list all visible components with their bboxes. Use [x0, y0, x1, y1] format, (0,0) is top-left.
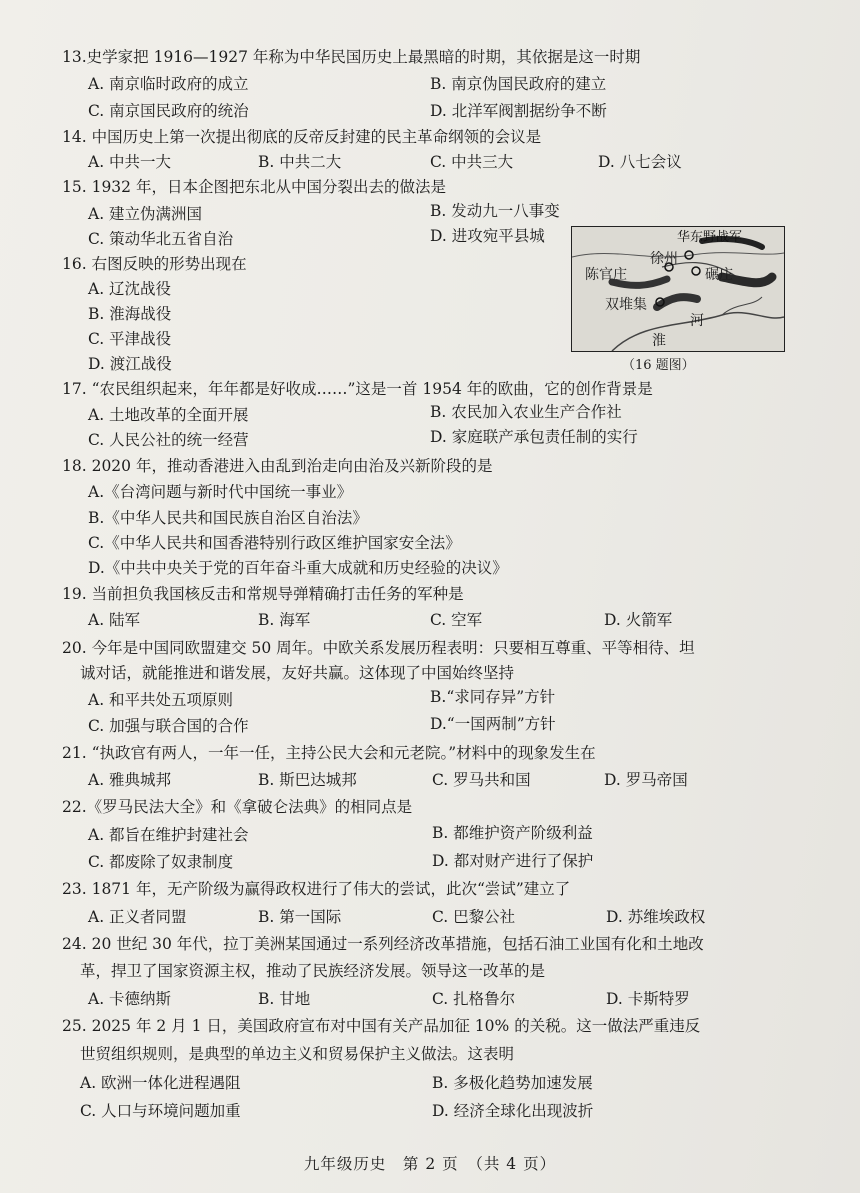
map-drawing [572, 227, 784, 351]
q19-option-c: C. 空军 [430, 611, 483, 629]
page-footer: 九年级历史 第 2 页 （共 4 页） [303, 1155, 557, 1173]
q19-option-d: D. 火箭军 [604, 611, 673, 629]
q22-option-b: B. 都维护资产阶级利益 [432, 824, 593, 842]
question-14: 14. 中国历史上第一次提出彻底的反帝反封建的民主革命纲领的会议是 [62, 128, 542, 146]
q13-option-a: A. 南京临时政府的成立 [88, 75, 249, 93]
q21-option-d: D. 罗马帝国 [604, 771, 688, 789]
question-19: 19. 当前担负我国核反击和常规导弹精确打击任务的军种是 [62, 585, 464, 603]
q23-option-d: D. 苏维埃政权 [606, 908, 706, 926]
q20-option-d: D.“一国两制”方针 [430, 715, 556, 733]
q17-option-d: D. 家庭联产承包责任制的实行 [430, 428, 638, 446]
q16-option-b: B. 淮海战役 [88, 305, 172, 323]
question-20-line-2: 诚对话，就能推进和谐发展，友好共赢。这体现了中国始终坚持 [80, 664, 515, 682]
map-label-xuzhou: 徐州 [650, 251, 678, 267]
q17-option-a: A. 土地改革的全面开展 [88, 406, 249, 424]
q14-option-a: A. 中共一大 [88, 153, 172, 171]
q20-option-b: B.“求同存异”方针 [430, 688, 556, 706]
q23-option-c: C. 巴黎公社 [432, 908, 516, 926]
q25-option-b: B. 多极化趋势加速发展 [432, 1074, 593, 1092]
q22-option-a: A. 都旨在维护封建社会 [88, 826, 249, 844]
q19-option-b: B. 海军 [258, 611, 311, 629]
q24-option-a: A. 卡德纳斯 [88, 990, 172, 1008]
q14-option-c: C. 中共三大 [430, 153, 514, 171]
question-25-line-2: 世贸组织规则，是典型的单边主义和贸易保护主义做法。这表明 [80, 1045, 515, 1063]
question-18: 18. 2020 年，推动香港进入由乱到治走向由治及兴新阶段的是 [62, 457, 493, 475]
q24-option-b: B. 甘地 [258, 990, 311, 1008]
q15-option-c: C. 策动华北五省自治 [88, 230, 234, 248]
q18-option-a: A.《台湾问题与新时代中国统一事业》 [88, 483, 353, 501]
question-24: 24. 20 世纪 30 年代，拉丁美洲某国通过一系列经济改革措施，包括石油工业国有化和土地改 [62, 935, 704, 953]
question-15: 15. 1932 年，日本企图把东北从中国分裂出去的做法是 [62, 178, 446, 196]
question-24-line-2: 革，捍卫了国家资源主权，推动了民族经济发展。领导这一改革的是 [80, 962, 546, 980]
q15-option-b: B. 发动九一八事变 [430, 202, 560, 220]
q25-option-d: D. 经济全球化出现波折 [432, 1102, 594, 1120]
q20-option-a: A. 和平共处五项原则 [88, 691, 234, 709]
q17-option-c: C. 人民公社的统一经营 [88, 431, 249, 449]
q15-option-d: D. 进攻宛平县城 [430, 227, 545, 245]
question-23: 23. 1871 年，无产阶级为赢得政权进行了伟大的尝试，此次“尝试”建立了 [62, 880, 571, 898]
q23-option-a: A. 正义者同盟 [88, 908, 187, 926]
map-label-shuangduiji: 双堆集 [605, 297, 647, 313]
q22-option-d: D. 都对财产进行了保护 [432, 852, 594, 870]
q24-option-c: C. 扎格鲁尔 [432, 990, 516, 1008]
q14-option-d: D. 八七会议 [598, 153, 682, 171]
q13-option-b: B. 南京伪国民政府的建立 [430, 75, 607, 93]
q24-option-d: D. 卡斯特罗 [606, 990, 690, 1008]
q25-option-c: C. 人口与环境问题加重 [80, 1102, 241, 1120]
question-21: 21. “执政官有两人，一年一任，主持公民大会和元老院。”材料中的现象发生在 [62, 744, 596, 762]
q21-option-a: A. 雅典城邦 [88, 771, 172, 789]
q20-option-c: C. 加强与联合国的合作 [88, 717, 249, 735]
q16-option-a: A. 辽沈战役 [88, 280, 172, 298]
q15-option-a: A. 建立伪满洲国 [88, 205, 203, 223]
question-22: 22.《罗马民法大全》和《拿破仑法典》的相同点是 [62, 798, 413, 816]
q21-option-c: C. 罗马共和国 [432, 771, 531, 789]
q18-option-b: B.《中华人民共和国民族自治区自治法》 [88, 509, 368, 527]
q18-option-c: C.《中华人民共和国香港特别行政区维护国家安全法》 [88, 534, 461, 552]
q16-option-d: D. 渡江战役 [88, 355, 172, 373]
map-label-he: 河 [690, 313, 704, 329]
q18-option-d: D.《中共中央关于党的百年奋斗重大成就和历史经验的决议》 [88, 559, 508, 577]
q25-option-a: A. 欧洲一体化进程遇阻 [80, 1074, 241, 1092]
q21-option-b: B. 斯巴达城邦 [258, 771, 357, 789]
map-label-east-china-army: 华东野战军 [677, 230, 743, 245]
q22-option-c: C. 都废除了奴隶制度 [88, 853, 234, 871]
q14-option-b: B. 中共二大 [258, 153, 342, 171]
map-label-chenguanzhuang: 陈官庄 [585, 267, 627, 283]
q23-option-b: B. 第一国际 [258, 908, 342, 926]
q16-option-c: C. 平津战役 [88, 330, 172, 348]
question-25: 25. 2025 年 2 月 1 日，美国政府宣布对中国有关产品加征 10% 的关税。这一做法严重违反 [62, 1017, 701, 1035]
map-label-huai: 淮 [652, 333, 666, 349]
question-17: 17. “农民组织起来，年年都是好收成……”这是一首 1954 年的欧曲，它的创作背景是 [62, 380, 653, 398]
question-20: 20. 今年是中国同欧盟建交 50 周年。中欧关系发展历程表明：只要相互尊重、平等相待、坦 [62, 639, 695, 657]
question-13: 13.史学家把 1916—1927 年称为中华民国历史上最黑暗的时期，其依据是这一时期 [62, 48, 641, 66]
q13-option-d: D. 北洋军阀割据纷争不断 [430, 102, 607, 120]
q13-option-c: C. 南京国民政府的统治 [88, 102, 249, 120]
question-16: 16. 右图反映的形势出现在 [62, 255, 247, 273]
q19-option-a: A. 陆军 [88, 611, 141, 629]
q17-option-b: B. 农民加入农业生产合作社 [430, 403, 622, 421]
map-caption: （16 题图） [622, 358, 695, 373]
map-label-nianzhuang: 碾庄 [705, 267, 733, 283]
